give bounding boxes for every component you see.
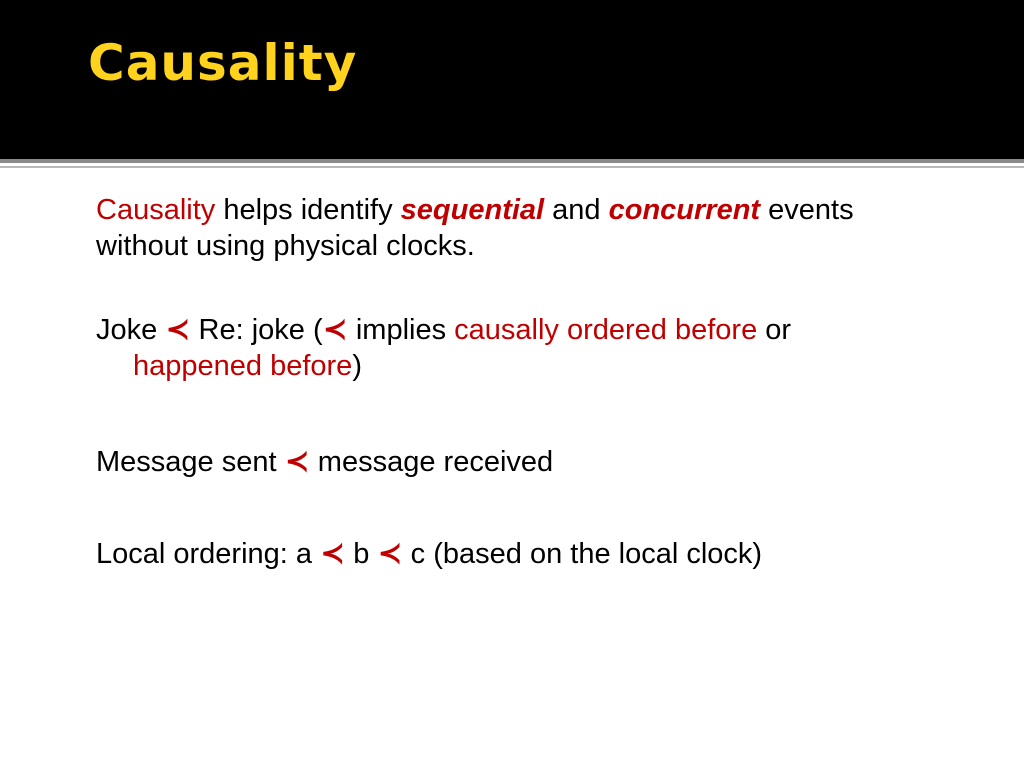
precedes-symbol: ≺ [322, 312, 348, 347]
precedes-symbol: ≺ [320, 536, 346, 571]
precedes-symbol: ≺ [377, 536, 403, 571]
text-helps-identify: helps identify [215, 194, 401, 226]
title-divider [0, 159, 1024, 163]
text-local-ordering-a: Local ordering: a [96, 538, 321, 570]
text-c-local-clock: c (based on the local clock) [402, 538, 763, 570]
text-joke: Joke [96, 314, 166, 346]
text-message-sent: Message sent [96, 446, 285, 478]
term-sequential: sequential [400, 194, 545, 226]
title-bar [0, 0, 1024, 159]
text-or: or [757, 314, 792, 346]
text-close-paren: ) [352, 350, 362, 382]
title-divider-secondary [0, 166, 1024, 168]
precedes-symbol: ≺ [165, 312, 191, 347]
slide-title: Causality [88, 34, 358, 92]
text-implies: implies [347, 314, 455, 346]
precedes-symbol: ≺ [284, 444, 310, 479]
text-events-without-clocks: events without using physical clocks. [96, 194, 854, 262]
paragraph-joke-example [96, 312, 936, 384]
text-b: b [345, 538, 378, 570]
term-causality: Causality [96, 194, 216, 226]
text-and: and [544, 194, 609, 226]
text-re-joke: Re: joke ( [190, 314, 323, 346]
term-causally-ordered-before: causally ordered before [454, 314, 758, 346]
term-happened-before: happened before [133, 350, 353, 382]
paragraph-message-example [96, 444, 553, 480]
continuation-line [96, 348, 936, 384]
paragraph-causality-definition [96, 192, 896, 264]
paragraph-local-ordering [96, 536, 762, 572]
text-message-received: message received [309, 446, 554, 478]
term-concurrent: concurrent [608, 194, 761, 226]
